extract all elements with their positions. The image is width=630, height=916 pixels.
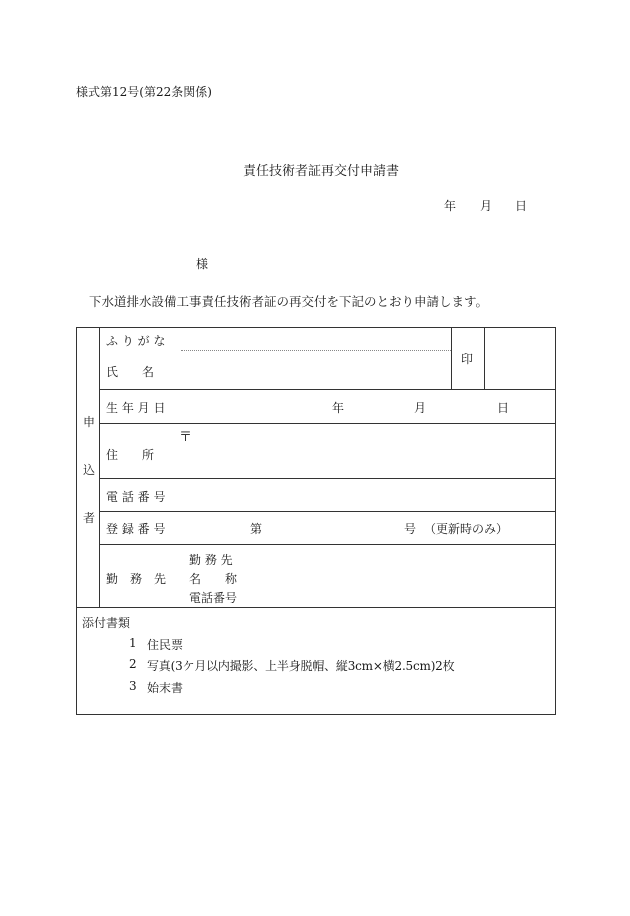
attachments-divider	[76, 607, 556, 608]
workplace-phone-label: 電話番号	[189, 591, 238, 605]
postal-mark-icon: 〒	[179, 430, 193, 445]
registration-field[interactable]	[270, 515, 395, 539]
section-label-char: 込	[83, 463, 96, 477]
attachment-number: 2	[129, 657, 137, 671]
attachment-number: 3	[129, 679, 137, 693]
birthdate-label: 生 年 月 日	[106, 401, 166, 415]
phone-field[interactable]	[195, 482, 550, 508]
attachment-item: 始末書	[147, 681, 184, 695]
section-divider	[99, 327, 100, 608]
workplace-field[interactable]	[250, 548, 550, 604]
application-statement: 下水道排水設備工事責任技術者証の再交付を下記のとおり申請します。	[89, 294, 489, 309]
attachment-item: 住民票	[147, 638, 184, 652]
name-field[interactable]	[181, 356, 451, 386]
birthdate-month: 月	[414, 401, 427, 415]
registration-note: （更新時のみ）	[424, 522, 509, 536]
workplace-label: 勤 務 先	[106, 572, 167, 586]
registration-prefix: 第	[250, 522, 263, 536]
furigana-field[interactable]	[181, 336, 451, 350]
date-year: 年	[444, 199, 457, 213]
workplace-name-label: 名 称	[189, 572, 238, 586]
date-month: 月	[480, 199, 493, 213]
registration-suffix: 号	[404, 522, 417, 536]
row-divider	[99, 478, 556, 479]
row-divider	[99, 389, 556, 390]
workplace-sub-label: 勤 務 先	[189, 553, 233, 567]
section-label-char: 申	[83, 415, 96, 429]
address-field[interactable]	[195, 428, 550, 473]
seal-box[interactable]	[485, 328, 555, 389]
section-label-char: 者	[83, 511, 96, 525]
document-title: 責任技術者証再交付申請書	[243, 164, 400, 179]
row-divider	[99, 544, 556, 545]
address-label: 住 所	[106, 448, 155, 462]
form-number: 様式第12号(第22条関係)	[76, 85, 212, 99]
phone-label: 電 話 番 号	[106, 490, 166, 504]
attachment-number: 1	[129, 636, 137, 650]
row-divider	[99, 423, 556, 424]
addressee-honorific: 様	[196, 257, 209, 271]
name-label: 氏 名	[106, 365, 155, 379]
seal-label: 印	[461, 352, 474, 366]
date-day: 日	[515, 199, 528, 213]
birthdate-year: 年	[332, 401, 345, 415]
furigana-dotted-line	[181, 350, 451, 351]
birthdate-day: 日	[497, 401, 510, 415]
attachment-item: 写真(3ケ月以内撮影、上半身脱帽、縦3cm×横2.5cm)2枚	[147, 659, 455, 673]
attachments-label: 添付書類	[82, 616, 131, 630]
registration-label: 登 録 番 号	[106, 522, 166, 536]
seal-divider-left	[451, 327, 452, 389]
furigana-label: ふ り が な	[106, 334, 166, 348]
row-divider	[99, 511, 556, 512]
